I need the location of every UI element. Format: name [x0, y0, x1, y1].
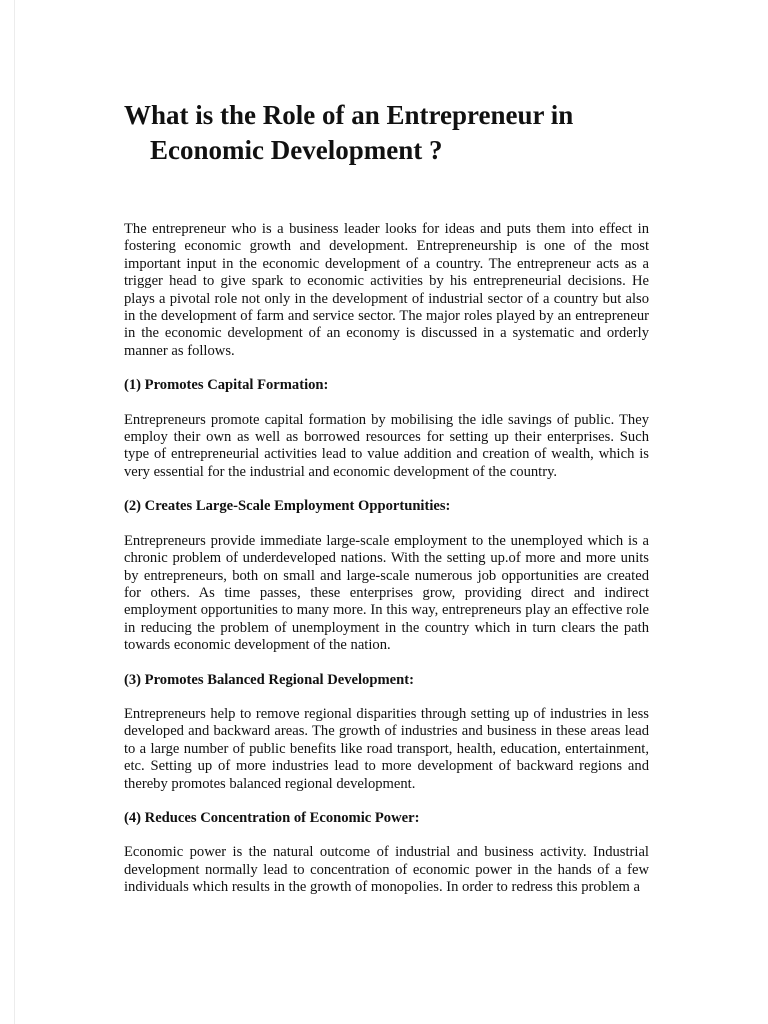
section-body-employment: Entrepreneurs provide immediate large-scale employment to the unemployed which is a chronic problem of underdeveloped nations. With the setting up.of more and more units by entrepreneurs, both on small and large-scale numerous job opportunities are created for others. As time passes, these enterprises grow, providing direct and indirect employment opportunities to many more. In this way, entrepreneurs play an effective role in reducing the problem of unemployment in the country which in turn clears the path towards economic development of the nation. [124, 532, 649, 654]
title-line-1: What is the Role of an Entrepreneur in [124, 100, 574, 130]
section-heading-employment: (2) Creates Large-Scale Employment Opportunities: [124, 498, 451, 515]
section-body-economic-power: Economic power is the natural outcome of industrial and business activity. Industrial development normally lead to concentration of economic power in the hands of a few individuals which results in the growth of monopolies. In order to redress this problem a [124, 844, 649, 896]
section-body-capital-formation: Entrepreneurs promote capital formation by mobilising the idle savings of public. They employ their own as well as borrowed resources for setting up their enterprises. Such type of entrepreneurial activities lead to value addition and creation of wealth, which is very essential for the industrial and economic development of the country. [124, 411, 649, 480]
document-page [124, 98, 649, 897]
title-line-2: Economic Development ? [150, 135, 443, 165]
intro-paragraph: The entrepreneur who is a business leader looks for ideas and puts them into effect in fostering economic growth and development. Entrepreneurship is one of the most important input in the economic development of a country. The entrepreneur acts as a trigger head to give spark to economic activities by his entrepreneurial decisions. He plays a pivotal role not only in the development of industrial sector of a country but also in the development of farm and service sector. The major roles played by an entrepreneur in the economic development of an economy is discussed in a systematic and orderly manner as follows. [124, 221, 649, 359]
page-edge-divider [14, 0, 15, 1024]
section-body-regional-development: Entrepreneurs help to remove regional disparities through setting up of industries in less developed and backward areas. The growth of industries and business in these areas lead to a large number of public benefits like road transport, health, education, entertainment, etc. Setting up of more industries lead to more development of backward regions and thereby promotes balanced regional development. [124, 705, 649, 792]
section-heading-regional-development: (3) Promotes Balanced Regional Development: [124, 671, 414, 688]
section-heading-economic-power: (4) Reduces Concentration of Economic Power: [124, 809, 420, 826]
document-title [124, 98, 649, 168]
section-heading-capital-formation: (1) Promotes Capital Formation: [124, 377, 329, 394]
